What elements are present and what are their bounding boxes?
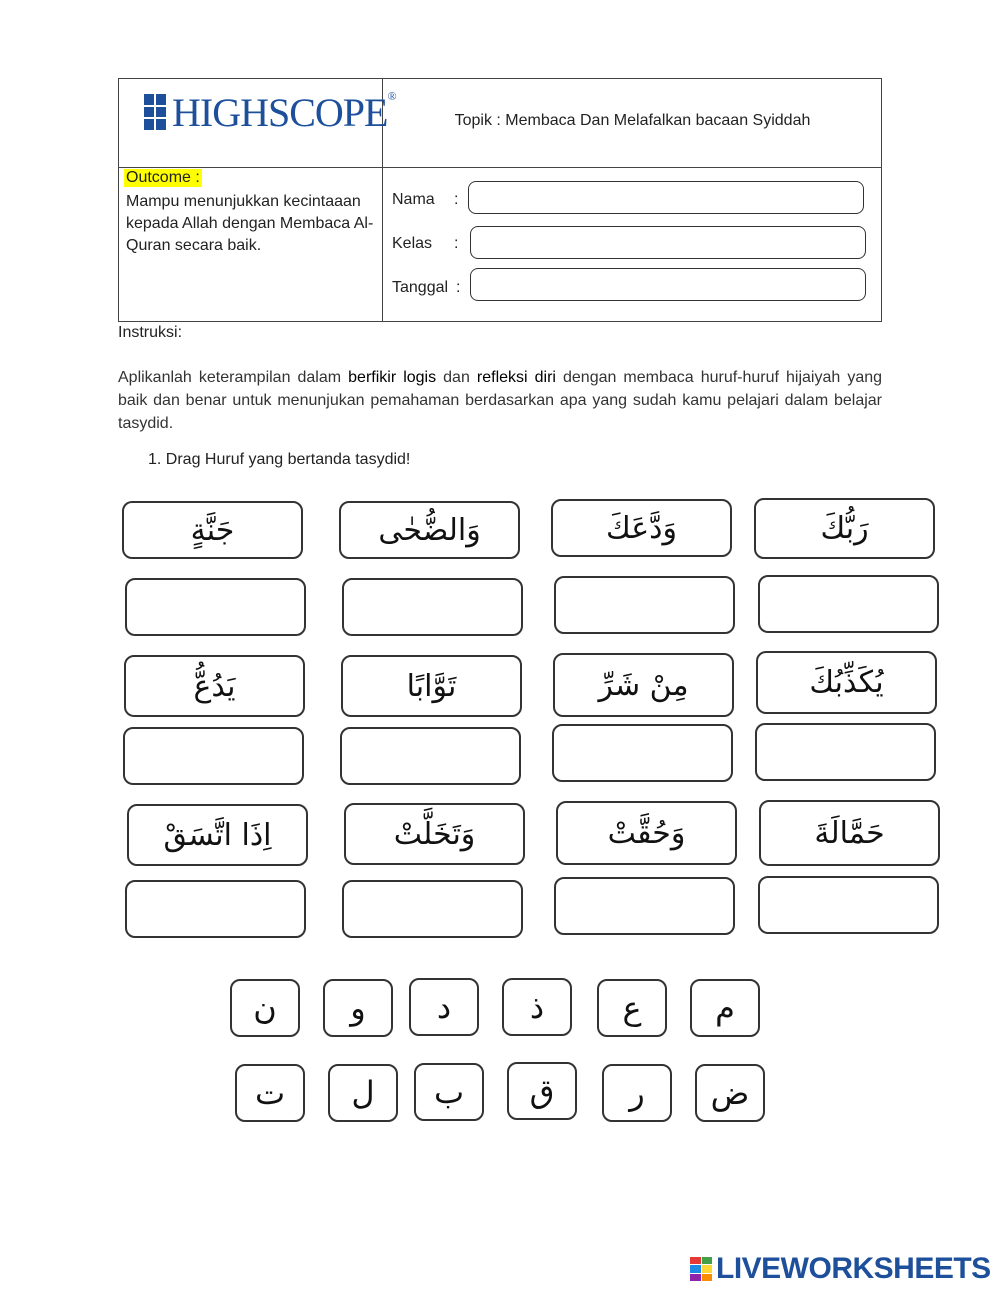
nama-label: Nama: [392, 191, 435, 208]
word-box: وَتَخَلَّتْ: [344, 803, 525, 865]
draggable-letter[interactable]: ق: [507, 1062, 577, 1120]
table-divider-horizontal: [118, 167, 882, 168]
drop-slot[interactable]: [758, 575, 939, 633]
word-box: وَالضُّحٰى: [339, 501, 520, 559]
kelas-colon: :: [454, 235, 459, 252]
outcome-label: Outcome :: [126, 169, 200, 186]
draggable-letter[interactable]: ذ: [502, 978, 572, 1036]
logo-text: HIGHSCOPE: [172, 89, 388, 135]
draggable-letter[interactable]: م: [690, 979, 760, 1037]
draggable-letter[interactable]: ل: [328, 1064, 398, 1122]
nama-colon: :: [454, 191, 459, 208]
tanggal-input[interactable]: [470, 268, 866, 301]
word-box: اِذَا اتَّسَقْ: [127, 804, 308, 866]
tanggal-label: Tanggal: [392, 279, 449, 296]
draggable-letter[interactable]: ت: [235, 1064, 305, 1122]
nama-input[interactable]: [468, 181, 864, 214]
word-box: وَدَّعَكَ: [551, 499, 732, 557]
word-box: وَحُقَّتْ: [556, 801, 737, 865]
word-box: رَبُّكَ: [754, 498, 935, 559]
drop-slot[interactable]: [123, 727, 304, 785]
instructions-text: Aplikanlah keterampilan dalam berfikir logis dan refleksi diri dengan membaca huruf-huruf hijaiyah yang baik dan benar untuk menunjukan pemahaman berdasarkan apa yang sudah kamu pelajari dalam belajar tasydid.: [118, 369, 883, 432]
word-box: يَدُعُّ: [124, 655, 305, 717]
bold-logis: berfikir logis: [348, 369, 437, 386]
drop-slot[interactable]: [755, 723, 936, 781]
topic-title: Topik : Membaca Dan Melafalkan bacaan Syiddah: [454, 112, 811, 129]
drop-slot[interactable]: [554, 576, 735, 634]
drop-slot[interactable]: [125, 880, 306, 938]
tanggal-colon: :: [456, 279, 461, 296]
drop-slot[interactable]: [554, 877, 735, 935]
draggable-letter[interactable]: و: [323, 979, 393, 1037]
liveworksheets-logo: [690, 1252, 991, 1286]
drop-slot[interactable]: [125, 578, 306, 636]
liveworksheets-icon: [690, 1257, 712, 1281]
drop-slot[interactable]: [552, 724, 733, 782]
draggable-letter[interactable]: ض: [695, 1064, 765, 1122]
logo-registered-mark: ®: [387, 88, 396, 103]
kelas-input[interactable]: [470, 226, 866, 259]
outcome-text: Mampu menunjukkan kecintaaan kepada Allah dengan Membaca Al-Quran secara baik.: [126, 193, 374, 254]
word-box: تَوَّابًا: [341, 655, 522, 717]
word-box: جَنَّةٍ: [122, 501, 303, 559]
question-1: 1. Drag Huruf yang bertanda tasydid!: [148, 451, 411, 468]
draggable-letter[interactable]: د: [409, 978, 479, 1036]
draggable-letter[interactable]: ع: [597, 979, 667, 1037]
draggable-letter[interactable]: ب: [414, 1063, 484, 1121]
word-box: مِنْ شَرِّ: [553, 653, 734, 717]
logo-grid-icon: [144, 94, 166, 130]
draggable-letter[interactable]: ن: [230, 979, 300, 1037]
word-box: حَمَّالَةَ: [759, 800, 940, 866]
drop-slot[interactable]: [342, 578, 523, 636]
word-box: يُكَذِّبُكَ: [756, 651, 937, 714]
liveworksheets-text: LIVEWORKSHEETS: [716, 1252, 991, 1285]
kelas-label: Kelas: [392, 235, 433, 252]
draggable-letter[interactable]: ر: [602, 1064, 672, 1122]
instructions-title: Instruksi:: [118, 324, 183, 341]
bold-refleksi: refleksi diri: [476, 369, 556, 386]
highscope-logo: [144, 88, 396, 135]
drop-slot[interactable]: [342, 880, 523, 938]
drop-slot[interactable]: [758, 876, 939, 934]
drop-slot[interactable]: [340, 727, 521, 785]
